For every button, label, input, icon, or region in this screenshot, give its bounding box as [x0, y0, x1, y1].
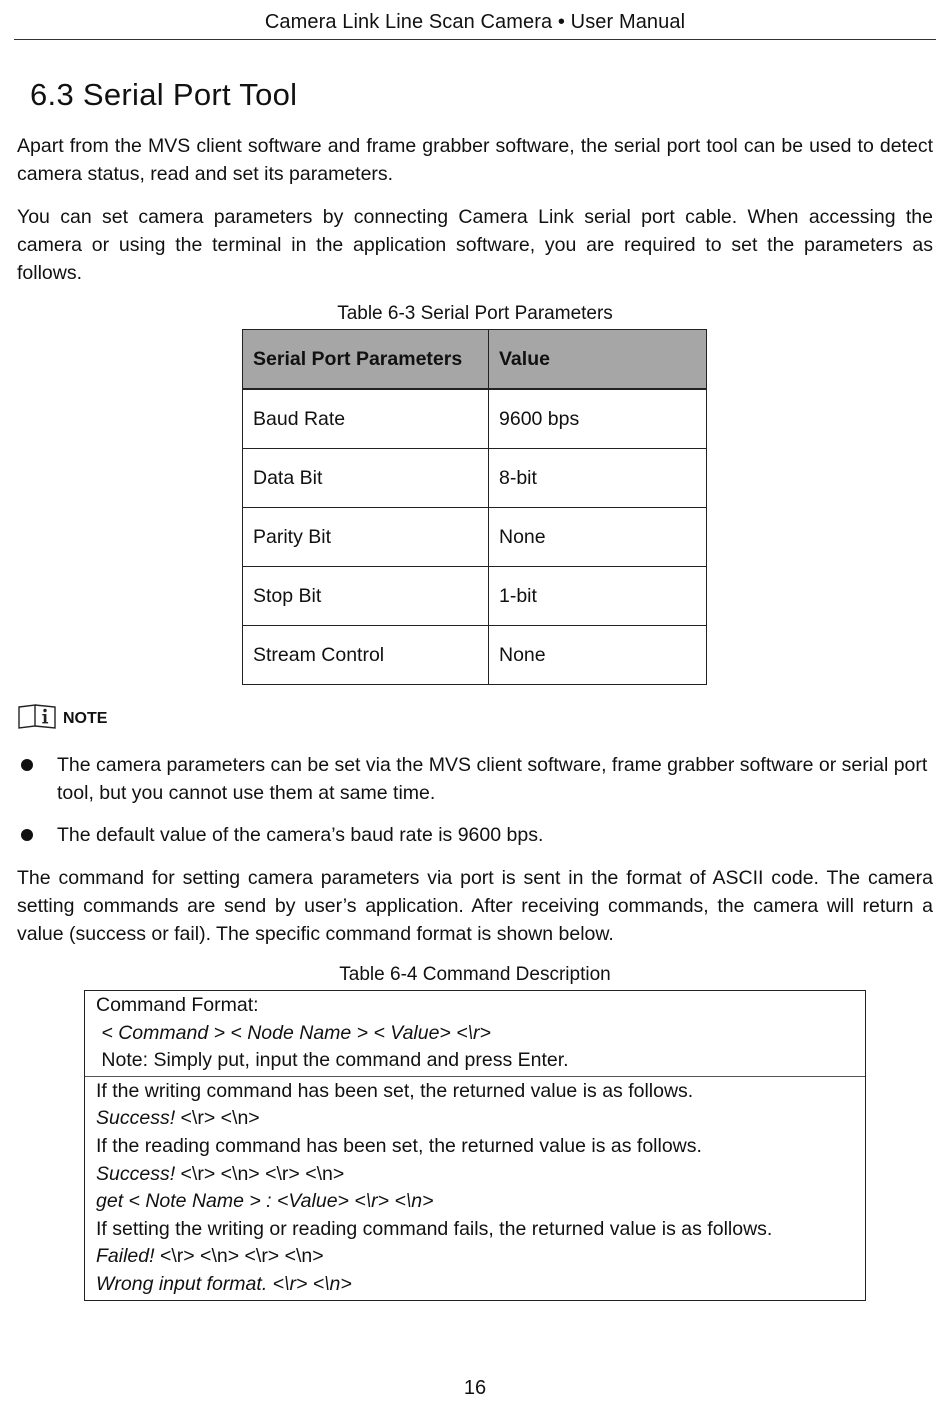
write-success-line: [96, 1105, 855, 1133]
running-header: Camera Link Line Scan Camera • User Manual: [264, 11, 686, 33]
fail-line: [96, 1243, 855, 1271]
value-cell: 9600 bps: [489, 389, 707, 449]
command-format-cell: [85, 991, 865, 1077]
write-success-codes: <\r> <\n>: [175, 1107, 260, 1130]
fail-codes: <\r> <\n> <\r> <\n>: [154, 1245, 324, 1268]
note-label: NOTE: [63, 710, 108, 727]
wrong-format-line: Wrong input format. <\r> <\n>: [96, 1272, 352, 1295]
read-success-line: [96, 1161, 855, 1189]
bullet-icon: [21, 829, 33, 841]
command-format-heading: Command Format:: [96, 994, 259, 1016]
column-header-parameter: Serial Port Parameters: [243, 330, 489, 390]
table-row: [243, 389, 707, 449]
read-success-codes: <\r> <\n> <\r> <\n>: [175, 1162, 345, 1185]
table-row: [243, 626, 707, 685]
section-title: 6.3 Serial Port Tool: [30, 77, 298, 112]
parameter-cell: Stop Bit: [243, 567, 489, 626]
parameter-cell: Parity Bit: [243, 508, 489, 567]
fail-word: Failed!: [96, 1245, 155, 1268]
column-header-value: Value: [489, 330, 707, 390]
command-format-paragraph: The command for setting camera parameters via port is sent in the format of ASCII code. The camera setting commands are send by user’s application. After receiving commands, the camera will return a value (success or fail). The specific command format is shown below.: [17, 867, 933, 945]
command-note: Note: Simply put, input the command and press Enter.: [96, 1049, 569, 1072]
fail-intro-text: If setting the writing or reading command fails, the returned value is as follows.: [96, 1217, 773, 1240]
read-get-line: get < Note Name > : <Value> <\r> <\n>: [96, 1190, 434, 1213]
value-cell: None: [489, 508, 707, 567]
note-info-icon: [17, 703, 57, 729]
note-bullet-item: [17, 821, 933, 849]
page-number: 16: [463, 1377, 487, 1399]
serial-table-caption: Table 6-3 Serial Port Parameters: [337, 303, 613, 324]
parameter-cell: Baud Rate: [243, 389, 489, 449]
table-row: [243, 449, 707, 508]
read-success-word: Success!: [96, 1162, 176, 1185]
write-intro-text: If the writing command has been set, the returned value is as follows.: [96, 1079, 694, 1102]
table-header-row: [243, 330, 707, 390]
write-success-word: Success!: [96, 1107, 176, 1130]
value-cell: 1-bit: [489, 567, 707, 626]
parameter-cell: Data Bit: [243, 449, 489, 508]
intro-paragraph: Apart from the MVS client software and frame grabber software, the serial port tool can be used to detect camera status, read and set its parameters.: [17, 135, 933, 185]
serial-port-parameters-table: [242, 329, 707, 685]
bullet-icon: [21, 759, 33, 771]
setup-paragraph: You can set camera parameters by connecting Camera Link serial port cable. When accessing the camera or using the terminal in the application software, you are required to set the parameters as follows.: [17, 206, 933, 284]
command-syntax: < Command > < Node Name > < Value> <\r>: [96, 1021, 491, 1044]
table-row: [243, 567, 707, 626]
note-bullet-text: The default value of the camera’s baud rate is 9600 bps.: [57, 824, 544, 846]
read-intro-text: If the reading command has been set, the returned value is as follows.: [96, 1134, 702, 1157]
parameter-cell: Stream Control: [243, 626, 489, 685]
command-description-table: [84, 990, 866, 1301]
value-cell: None: [489, 626, 707, 685]
table-row: [243, 508, 707, 567]
note-bullet-text: The camera parameters can be set via the MVS client software, frame grabber software or serial port tool, but you cannot use them at same time.: [57, 754, 928, 804]
value-cell: 8-bit: [489, 449, 707, 508]
header-rule: [14, 39, 936, 40]
return-values-cell: [85, 1077, 865, 1300]
command-table-caption: Table 6-4 Command Description: [339, 964, 611, 985]
note-heading: [17, 703, 107, 729]
note-bullet-item: [17, 751, 933, 807]
